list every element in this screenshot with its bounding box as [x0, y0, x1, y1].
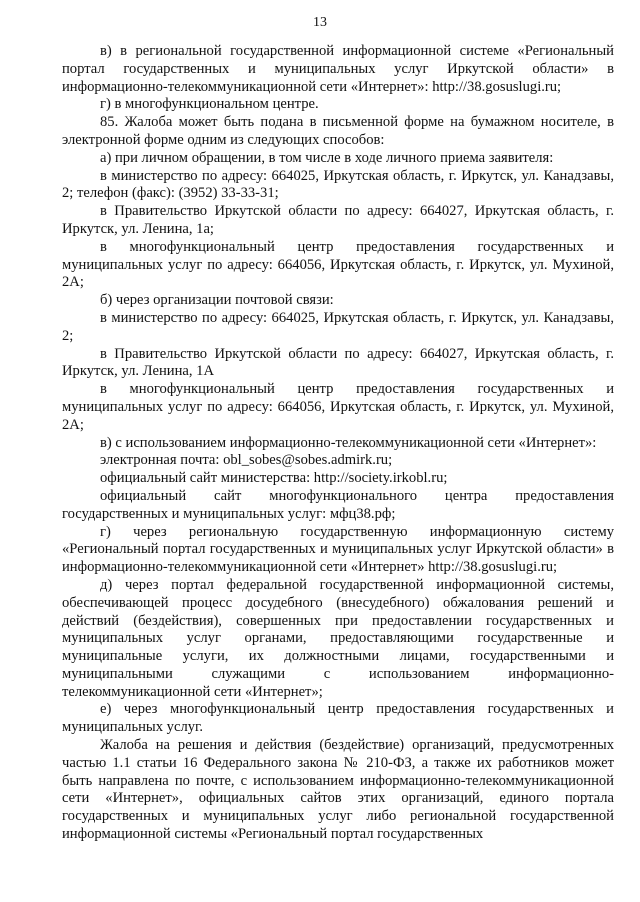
paragraph: в Правительство Иркутской области по адресу: 664027, Иркутская область, г. Иркутск, ул. Ленина, 1а; — [62, 203, 614, 237]
paragraph: официальный сайт министерства: http://society.irkobl.ru; — [100, 470, 448, 487]
paragraph: Жалоба на решения и действия (бездействие) организаций, предусмотренных частью 1.1 статьи 16 Федерального закона № 210-ФЗ, а также их работников может быть направлена по почте, с использованием информационно-телекоммуникационной сети «Интернет», официальных сайтов этих организаций, единого портала государственных и муниципальных услуг либо региональной государственной информационной системы «Региональный портал государственных — [62, 737, 614, 843]
page-number: 13 — [313, 15, 327, 30]
paragraph: в многофункциональный центр предоставления государственных и муниципальных услуг по адресу: 664056, Иркутская область, г. Иркутск, ул. Мухиной, 2А; — [62, 381, 614, 433]
paragraph: в министерство по адресу: 664025, Иркутская область, г. Иркутск, ул. Канадзавы, 2; — [62, 309, 614, 344]
paragraph: 85. Жалоба может быть подана в письменной форме на бумажном носителе, в электронной форме одним из следующих способов: — [62, 114, 614, 148]
paragraph: официальный сайт многофункционального центра предоставления государственных и муниципальных услуг: мфц38.рф; — [62, 487, 614, 522]
paragraph: в Правительство Иркутской области по адресу: 664027, Иркутская область, г. Иркутск, ул. Ленина, 1А — [62, 345, 614, 380]
paragraph: в министерство по адресу: 664025, Иркутская область, г. Иркутск, ул. Канадзавы, 2; телефон (факс): (3952) 33-33-31; — [62, 167, 614, 202]
paragraph: г) через региональную государственную информационную систему «Региональный портал государственных и муниципальных услуг Иркутской области» в информационно-телекоммуникационной сети «Интернет» http://38.gosuslugi.ru; — [62, 523, 614, 576]
paragraph: е) через многофункциональный центр предоставления государственных и муниципальных услуг. — [62, 701, 614, 736]
paragraph: а) при личном обращении, в том числе в ходе личного приема заявителя: — [100, 149, 554, 166]
paragraph: в) в региональной государственной информационной системе «Региональный портал государственных и муниципальных услуг Иркутской области» в информационно-телекоммуникационной сети «Интернет»: http://38.gosuslugi.ru; — [62, 43, 614, 95]
paragraph: г) в многофункциональном центре. — [100, 96, 319, 113]
document-body — [62, 43, 614, 844]
paragraph: в многофункциональный центр предоставления государственных и муниципальных услуг по адресу: 664056, Иркутская область, г. Иркутск, ул. Мухиной, 2А; — [62, 238, 614, 291]
paragraph: в) с использованием информационно-телекоммуникационной сети «Интернет»: — [100, 434, 597, 451]
paragraph: б) через организации почтовой связи: — [100, 292, 334, 309]
paragraph: электронная почта: obl_sobes@sobes.admirk.ru; — [100, 452, 393, 469]
paragraph: д) через портал федеральной государственной информационной системы, обеспечивающей процесс досудебного (внесудебного) обжалования решений и действий (бездействия), совершенных при предоставлении государственных и муниципальных услуг органами, предоставляющими государственные и муниципальные услуги, их должностными лицами, государственными и муниципальными служащими с использованием информационно-телекоммуникационной сети «Интернет»; — [62, 576, 614, 700]
